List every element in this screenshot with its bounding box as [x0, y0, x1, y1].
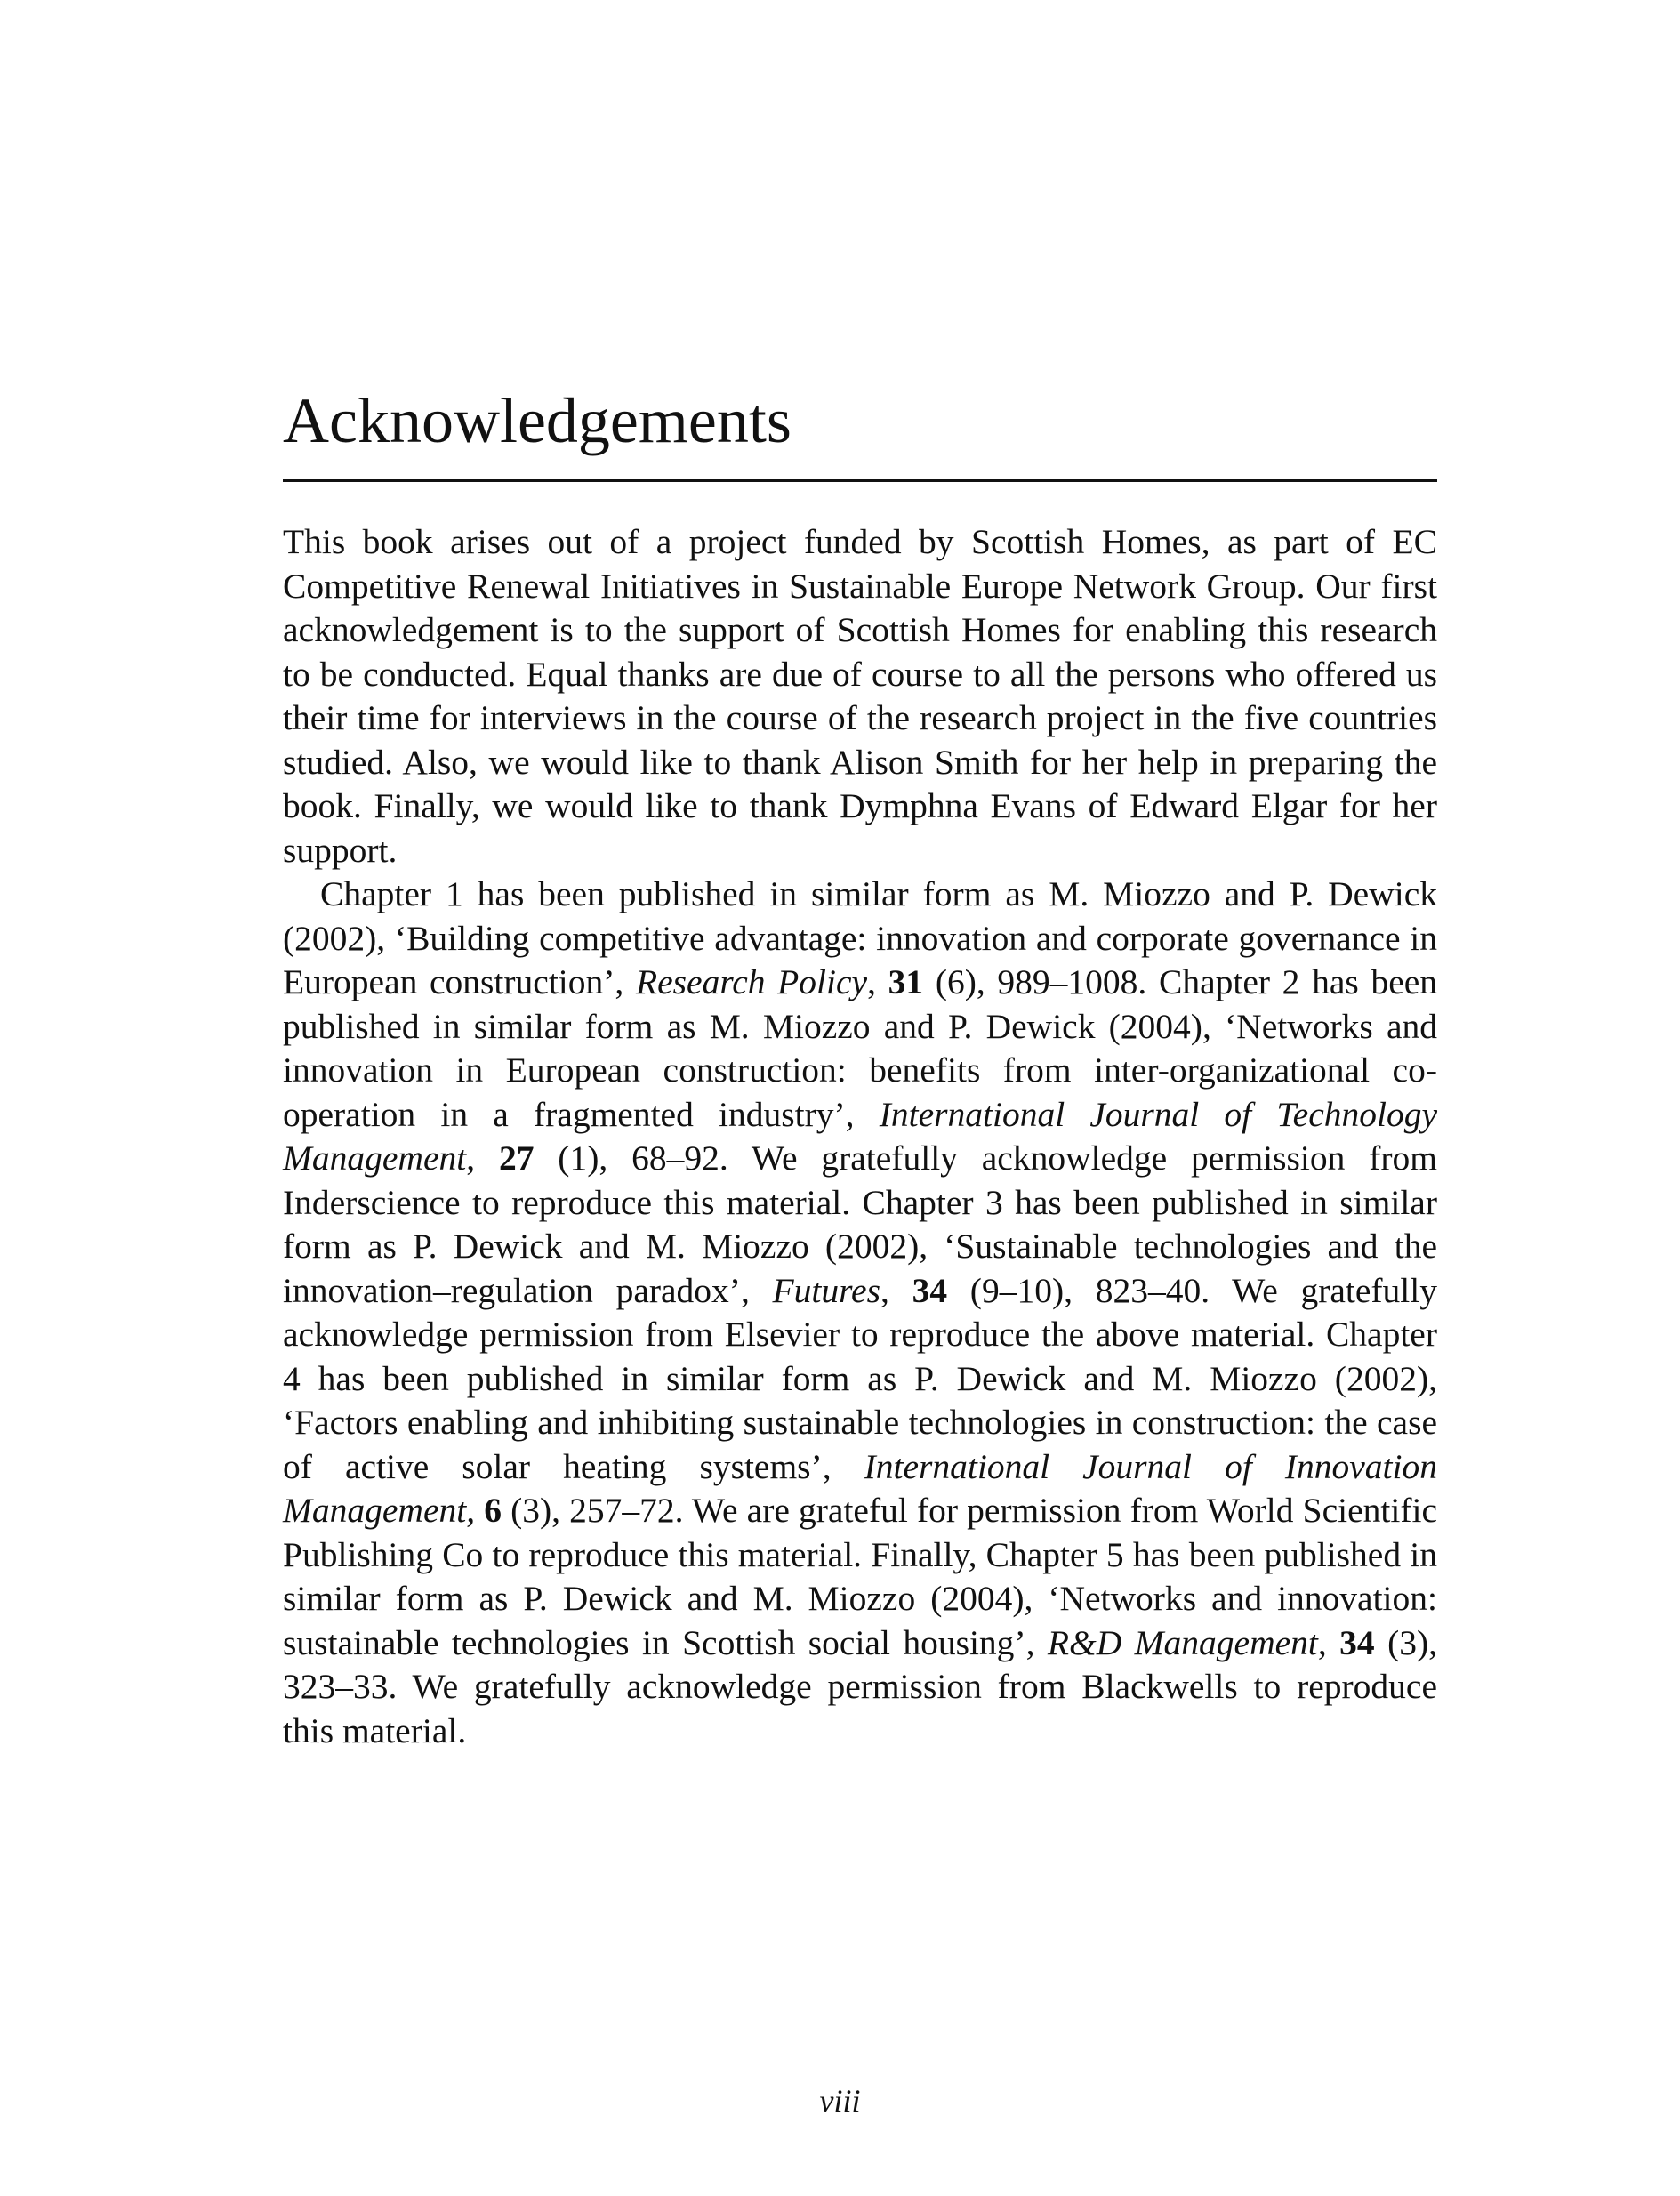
page-title: Acknowledgements: [283, 385, 792, 456]
text-segment: [475, 1491, 484, 1530]
text-segment: (1), 68–92. We gratefully acknowledge permission from Inderscience to reproduce this material. Chapter 3 has been published in similar form as P. Dewick and M. Miozzo (2002), ‘Sustainable technologies and the innovation–regulation paradox’,: [283, 1138, 1437, 1310]
text-segment: ,: [880, 1270, 912, 1310]
journal-title: International Journal of Technology Management: [283, 1094, 1437, 1178]
volume-number: 34: [1339, 1622, 1375, 1662]
text-segment: (3), 323–33. We gratefully acknowledge permission from Blackwells to reproduce this material.: [283, 1622, 1438, 1750]
volume-number: 27: [498, 1138, 535, 1178]
text-segment: (9–10), 823–40. We gratefully acknowledge permission from Elsevier to reproduce the above material. Chapter 4 has been published in similar form as P. Dewick and M. Miozzo (2002), ‘Factors enabling and inhibiting sustainable technologies in construction: the case of active solar heating systems’,: [283, 1270, 1438, 1486]
paragraph-funding: [283, 520, 1437, 873]
journal-title: Futures: [772, 1270, 880, 1310]
text-segment: (3), 257–72. We are grateful for permission from World Scientific Publishing Co to reproduce this material. Finally, Chapter 5 has been published in similar form as P. Dewick and M. Miozzo (2004), ‘Networks and innovation: sustainable technologies in Scottish social housing’,: [283, 1491, 1438, 1662]
text-segment: ,: [867, 962, 888, 1001]
volume-number: 34: [912, 1270, 948, 1310]
text-segment: (6), 989–1008. Chapter 2 has been published in similar form as M. Miozzo and P. Dewick (2004), ‘Networks and innovation in European construction: benefits from inter-organizational co-operation in a fragmented industry’,: [283, 962, 1438, 1134]
text-segment: Chapter 1 has been published in similar form as M. Miozzo and P. Dewick (2002), ‘Building competitive advantage: innovation and corporate governance in European construction’,: [283, 874, 1437, 1001]
journal-title: International Journal of Innovation Management,: [283, 1446, 1437, 1530]
journal-title: Research Policy: [636, 962, 868, 1001]
title-rule: [283, 479, 1437, 482]
text-segment: This book arises out of a project funded by Scottish Homes, as part of EC Competitive Renewal Initiatives in Sustainable Europe Network Group. Our first acknowledgement is to the support of Scottish Homes for enabling this research to be conducted. Equal thanks are due of course to all the persons who offered us their time for interviews in the course of the research project in the five countries studied. Also, we would like to thank Alison Smith for her help in preparing the book. Finally, we would like to thank Dymphna Evans of Edward Elgar for her support.: [283, 522, 1437, 870]
body-text: [283, 520, 1437, 1753]
text-segment: ,: [466, 1138, 499, 1178]
paragraph-publications: [283, 873, 1437, 1753]
journal-title: R&D Management: [1047, 1622, 1318, 1662]
volume-number: 31: [888, 962, 924, 1001]
page-number: viii: [819, 2083, 861, 2119]
text-segment: ,: [1317, 1622, 1340, 1662]
volume-number: 6: [484, 1491, 502, 1530]
